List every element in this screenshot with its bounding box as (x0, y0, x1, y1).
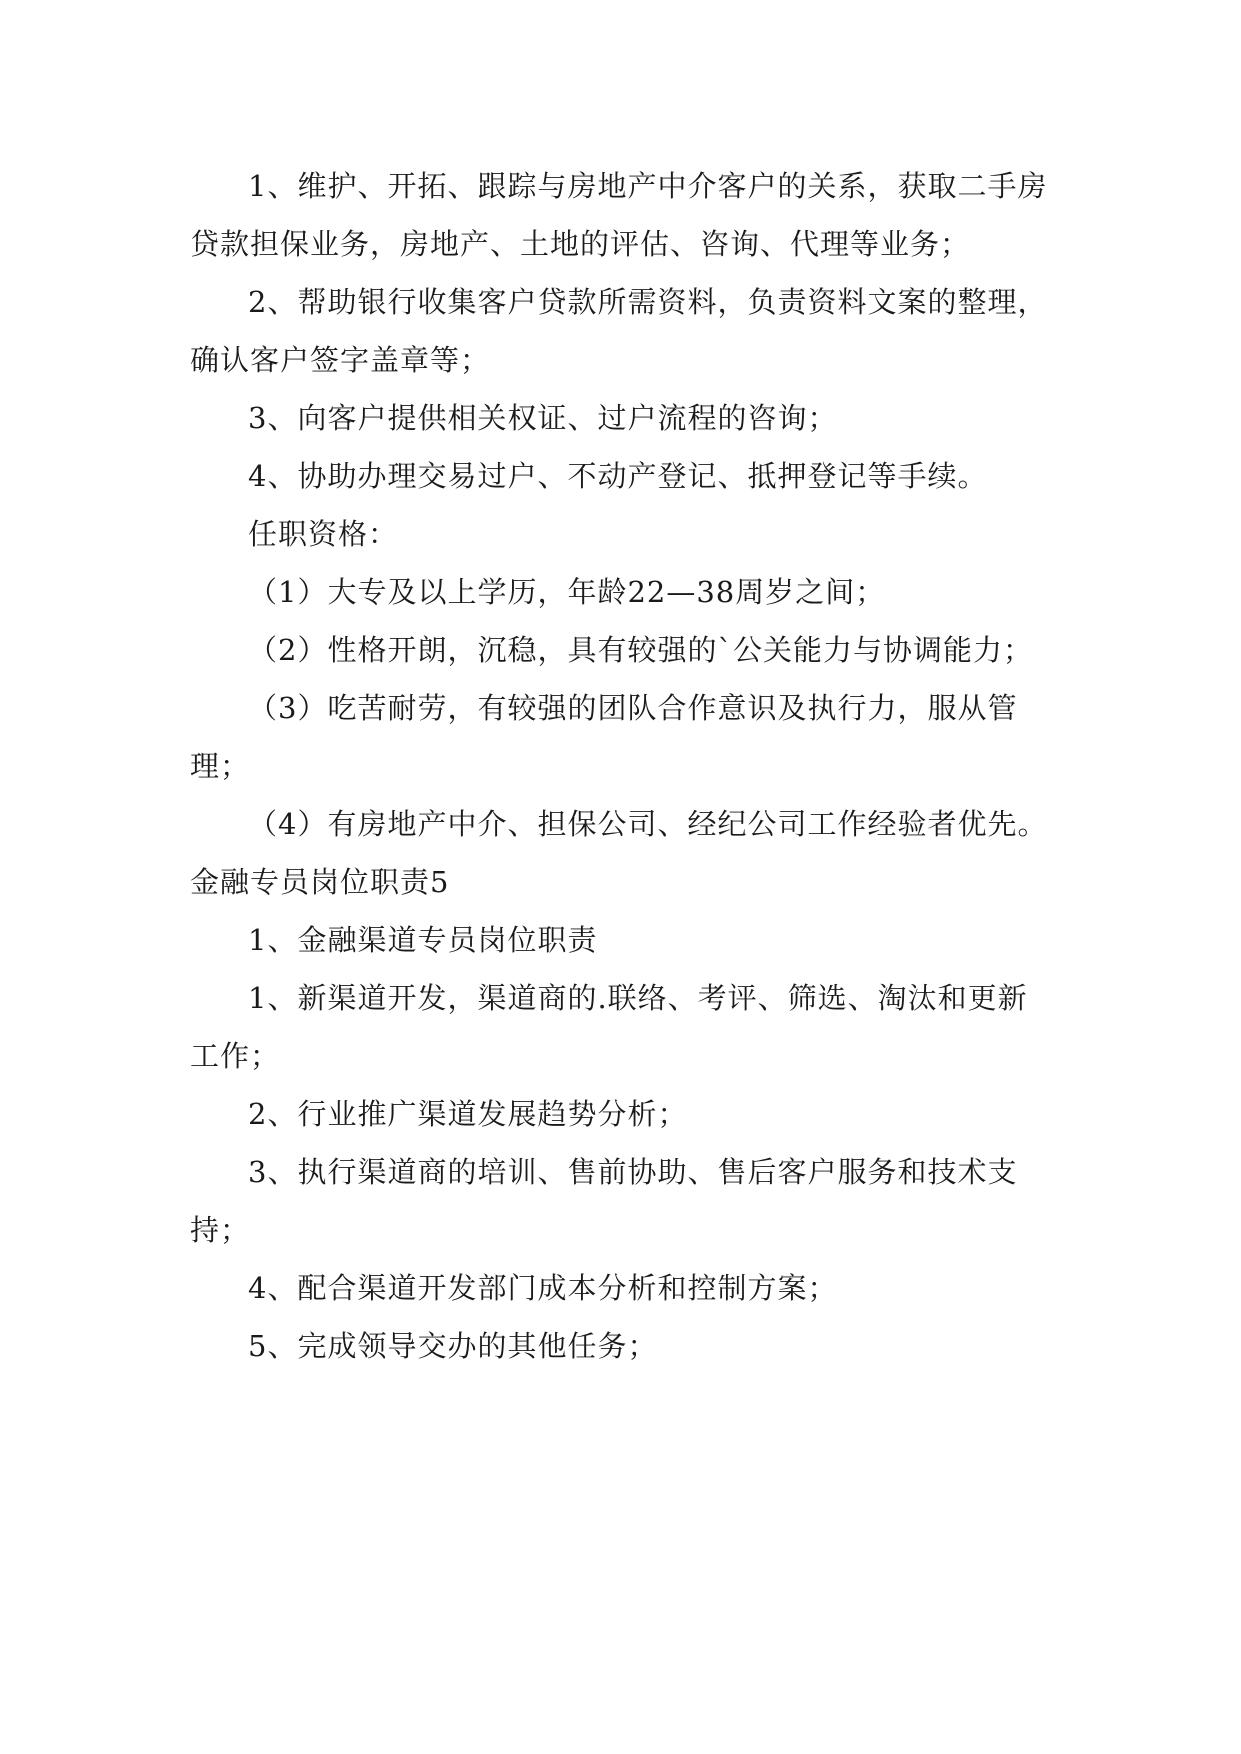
subsection-heading: 1、金融渠道专员岗位职责 (248, 923, 598, 957)
channel-duty-3: 3、执行渠道商的培训、售前协助、售后客户服务和技术支持； (190, 1155, 1018, 1247)
qualification-2: （2）性格开朗，沉稳，具有较强的`公关能力与协调能力； (248, 633, 1033, 667)
qualification-4: （4）有房地产中介、担保公司、经纪公司工作经验者优先。 (248, 807, 1048, 841)
qualification-3: （3）吃苦耐劳，有较强的团队合作意识及执行力，服从管理； (190, 691, 1018, 783)
qualification-1: （1）大专及以上学历，年龄22—38周岁之间； (248, 575, 886, 609)
channel-duty-5: 5、完成领导交办的其他任务； (248, 1329, 658, 1363)
channel-duty-1: 1、新渠道开发，渠道商的.联络、考评、筛选、淘汰和更新工作； (190, 981, 1028, 1073)
document-body (190, 157, 1050, 1375)
channel-duty-4: 4、配合渠道开发部门成本分析和控制方案； (248, 1271, 838, 1305)
paragraph-duty-3: 3、向客户提供相关权证、过户流程的咨询； (248, 401, 838, 435)
section-heading: 金融专员岗位职责5 (190, 865, 450, 899)
paragraph-duty-2: 2、帮助银行收集客户贷款所需资料，负责资料文案的整理，确认客户签字盖章等； (190, 285, 1048, 377)
qualifications-heading: 任职资格： (248, 517, 399, 551)
paragraph-duty-4: 4、协助办理交易过户、不动产登记、抵押登记等手续。 (248, 459, 988, 493)
paragraph-duty-1: 1、维护、开拓、跟踪与房地产中介客户的关系，获取二手房贷款担保业务，房地产、土地的评估、咨询、代理等业务； (190, 169, 1048, 261)
channel-duty-2: 2、行业推广渠道发展趋势分析； (248, 1097, 688, 1131)
